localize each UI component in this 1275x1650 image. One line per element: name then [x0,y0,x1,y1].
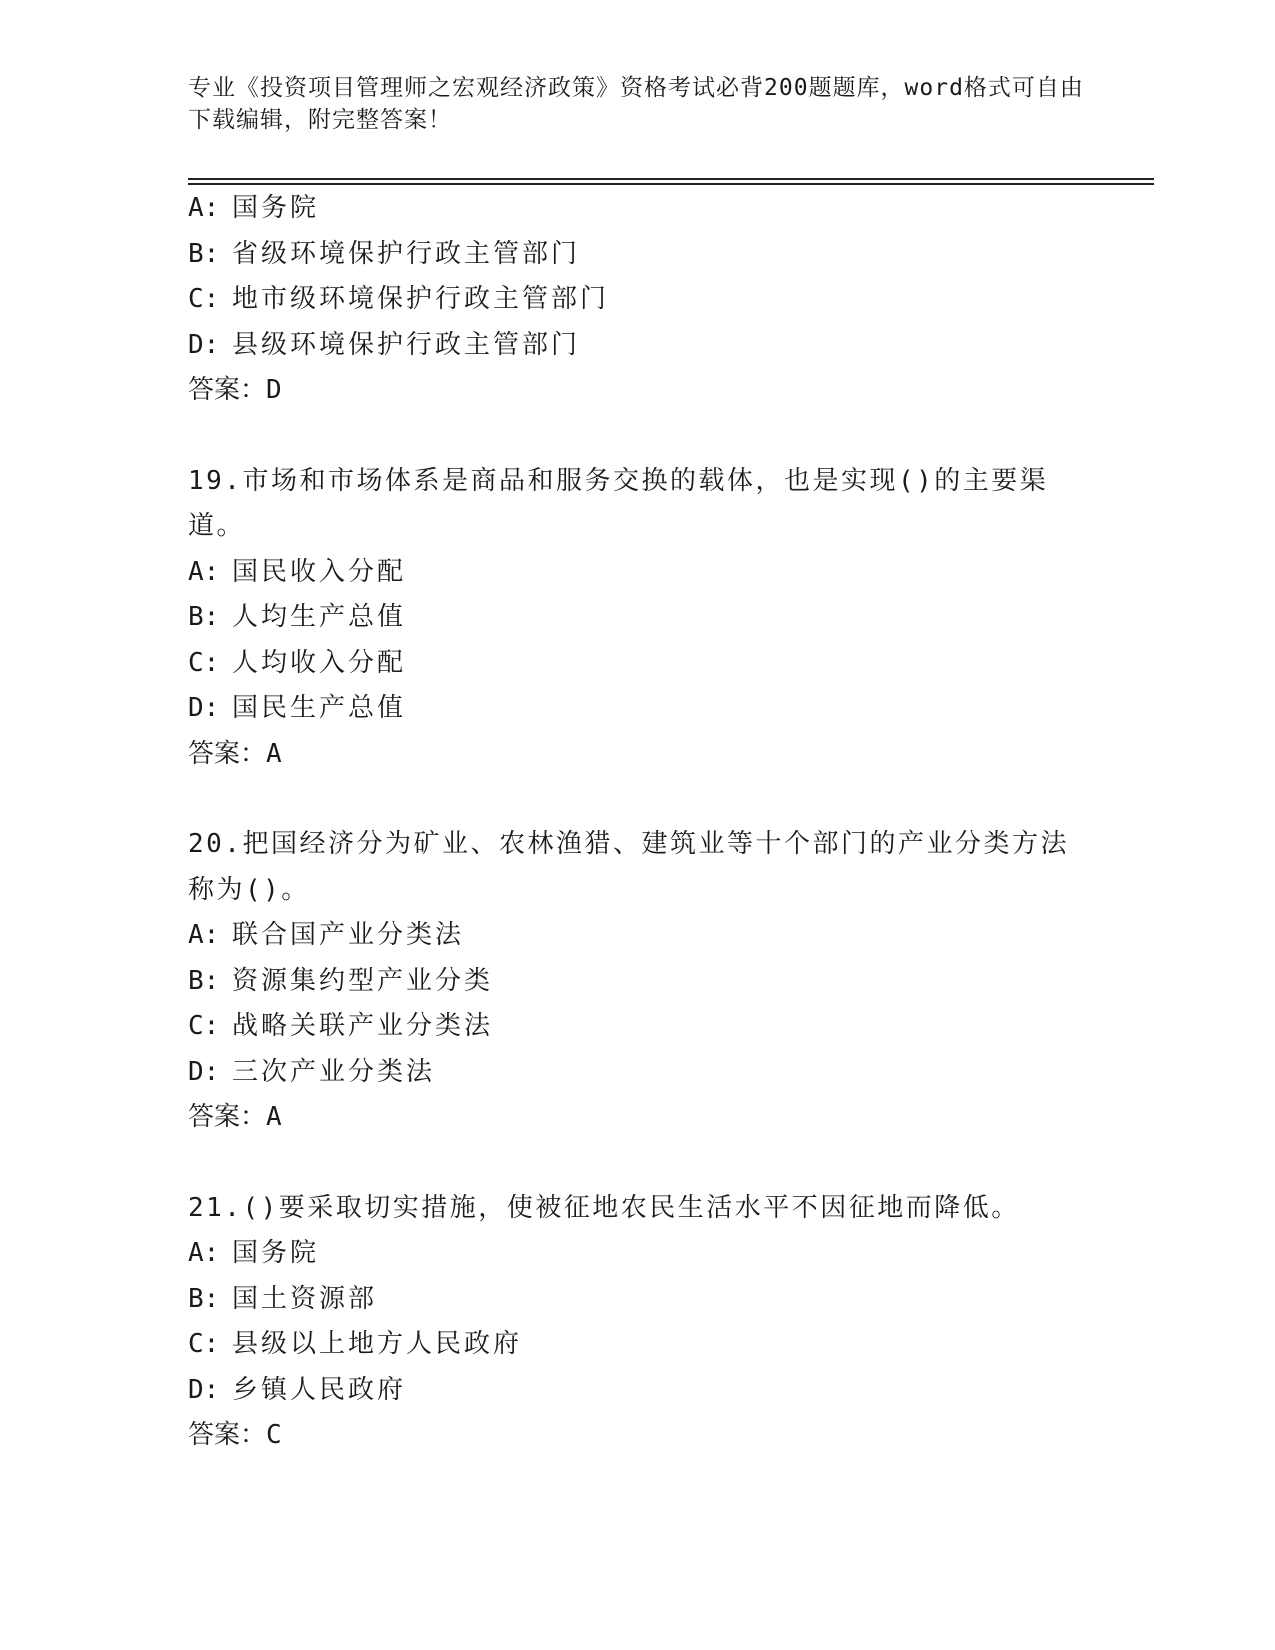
option-b [188,595,1088,641]
answer-line [188,1095,1088,1141]
option-text: 人均收入分配 [232,647,407,678]
option-label: A: [188,1238,220,1268]
option-a [188,913,1088,959]
answer-label: 答案： [188,738,267,769]
document-header: 专业《投资项目管理师之宏观经济政策》资格考试必背200题题库，word格式可自由下载编辑，附完整答案！ [188,75,1084,133]
question-text: 21.()要采取切实措施，使被征地农民生活水平不因征地而降低。 [188,1192,1020,1223]
option-label: A: [188,556,220,587]
question-list [188,186,1088,1459]
answer-value: A [266,1102,282,1132]
answer-label: 答案： [188,375,267,405]
option-b [188,232,1088,278]
option-label: B: [188,602,220,632]
question-block-21 [188,1186,1088,1459]
question-block-19 [188,459,1088,778]
option-c [188,641,1088,687]
option-text: 国务院 [232,1238,320,1268]
option-d [188,323,1088,369]
answer-line [188,1413,1088,1459]
option-label: C: [188,284,220,314]
option-text: 战略关联产业分类法 [232,1011,494,1041]
option-label: D: [188,693,220,723]
option-label: C: [188,1329,220,1359]
answer-line [188,732,1088,778]
option-label: D: [188,1056,220,1087]
answer-value: C [266,1420,282,1450]
option-label: D: [188,329,220,360]
option-text: 联合国产业分类法 [232,920,465,950]
header-rule-bottom [188,183,1154,185]
option-label: A: [188,193,220,223]
question-text: 20.把国经济分为矿业、农林渔猎、建筑业等十个部门的产业分类方法称为()。 [188,829,1069,905]
option-text: 资源集约型产业分类 [232,965,494,996]
answer-label: 答案： [188,1102,267,1132]
option-b [188,959,1088,1005]
answer-value: D [266,375,282,405]
answer-label: 答案： [188,1420,267,1450]
option-c [188,1322,1088,1368]
option-text: 县级以上地方人民政府 [232,1329,523,1359]
option-b [188,1277,1088,1323]
option-text: 省级环境保护行政主管部门 [232,238,581,269]
option-text: 人均生产总值 [232,602,407,632]
option-d [188,1368,1088,1414]
question-text: 19.市场和市场体系是商品和服务交换的载体，也是实现()的主要渠道。 [188,465,1049,541]
option-text: 县级环境保护行政主管部门 [232,329,581,360]
answer-line [188,368,1088,414]
option-text: 国务院 [232,193,320,223]
option-text: 三次产业分类法 [232,1056,436,1087]
option-c [188,1004,1088,1050]
option-a [188,186,1088,232]
option-text: 国民收入分配 [232,556,407,587]
question-block-20 [188,822,1088,1141]
header-rule-top [188,178,1154,180]
question-block-18 [188,186,1088,414]
option-text: 乡镇人民政府 [232,1374,407,1405]
option-label: C: [188,647,220,678]
option-a [188,1231,1088,1277]
option-label: B: [188,965,220,996]
option-label: B: [188,238,220,269]
option-d [188,1050,1088,1096]
answer-value: A [266,738,282,769]
option-label: B: [188,1283,220,1314]
option-c [188,277,1088,323]
option-d [188,686,1088,732]
option-label: A: [188,920,220,950]
option-text: 地市级环境保护行政主管部门 [232,284,610,314]
option-text: 国土资源部 [232,1283,378,1314]
option-text: 国民生产总值 [232,693,407,723]
option-a [188,550,1088,596]
option-label: C: [188,1011,220,1041]
option-label: D: [188,1374,220,1405]
